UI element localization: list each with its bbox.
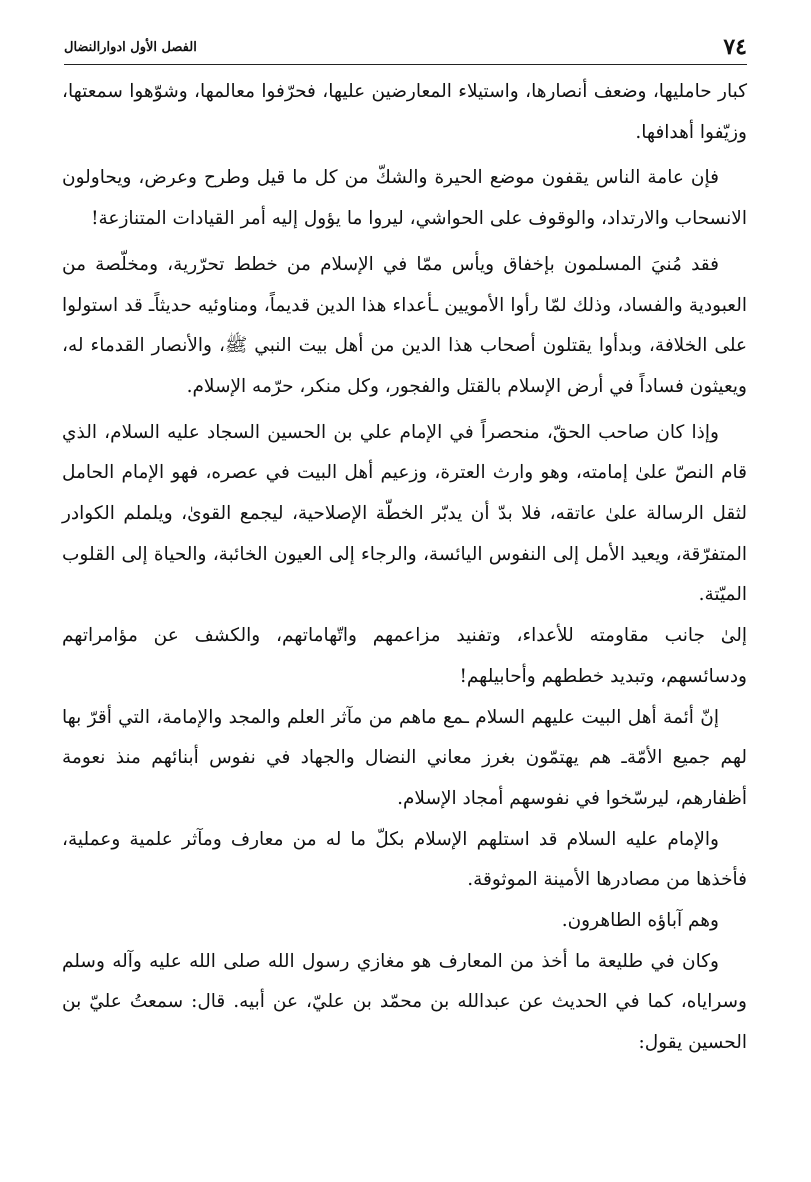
paragraph: فإن عامة الناس يقفون موضع الحيرة والشكّ من كل ما قيل وطرح وعرض، ويحاولون الانسحاب والارتداد، والوقوف على الحواشي، ليروا ما يؤول إليه أمر القيادات المتنازعة! (62, 167, 747, 230)
paragraph: وإذا كان صاحب الحقّ، منحصراً في الإمام علي بن الحسين السجاد عليه السلام، الذي قام النصّ علىٰ إمامته، وهو وارث العترة، وزعيم أهل البيت في عصره، فهو الإمام الحامل لثقل الرسالة علىٰ عاتقه، فلا بدّ أن يدبّر الخطّة الإصلاحية، ليجمع القوىٰ، ويلملم الكوادر المتفرّقة، ويعيد الأمل إلى النفوس اليائسة، والرجاء إلى العيون الخائبة، والحياة إلى القلوب الميّتة. (62, 421, 747, 606)
paragraph: والإمام عليه السلام قد استلهم الإسلام بكلّ ما له من معارف ومآثر علمية وعملية، فأخذها من مصادرها الأمينة الموثوقة. (62, 828, 747, 891)
paragraph: فقد مُنيَ المسلمون بإخفاق ويأس ممّا في الإسلام من خطط تحرّرية، ومخلّصة من العبودية والفساد، وذلك لمّا رأوا الأمويين ـأعداء هذا الدين قديماً، ومناوئيه حديثاًـ قد استولوا على الخلافة، وبدأوا يقتلون أصحاب هذا الدين من أهل بيت النبي ﷺ، والأنصار القدماء له، ويعيثون فساداً في أرض الإسلام بالقتل والفجور، وكل منكر، حرّمه الإسلام. (62, 253, 747, 397)
page-number: ٧٤ (723, 34, 747, 60)
paragraph: وكان في طليعة ما أخذ من المعارف هو مغازي رسول الله صلى الله عليه وآله وسلم وسراياه، كما في الحديث عن عبدالله بن محمّد بن عليّ، عن أبيه. قال: سمعتُ عليّ بن الحسين يقول: (62, 950, 747, 1054)
paragraph: كبار حامليها، وضعف أنصارها، واستيلاء المعارضين عليها، فحرّفوا معالمها، وشوّهوا سمعتها، وزيّفوا أهدافها. (62, 81, 747, 143)
paragraph: وهم آباؤه الطاهرون. (561, 910, 719, 932)
body-text (62, 72, 747, 1064)
running-title: الفصل الأول ادوارالنضال (64, 39, 197, 55)
paragraph: إنّ أئمة أهل البيت عليهم السلام ـمع ماهم من مآثر العلم والمجد والإمامة، التي أقرّ بها لهم جميع الأمّةـ هم يهتمّون بغرز معاني النضال والجهاد في نفوس أبنائهم منذ نعومة أظفارهم، ليرسّخوا في نفوسهم أمجاد الإسلام. (62, 706, 747, 809)
page-header (64, 30, 747, 65)
paragraph: إلىٰ جانب مقاومته للأعداء، وتفنيد مزاعمهم واتّهاماتهم، والكشف عن مؤامراتهم ودسائسهم، وتبديد خططهم وأحابيلهم! (62, 625, 747, 687)
